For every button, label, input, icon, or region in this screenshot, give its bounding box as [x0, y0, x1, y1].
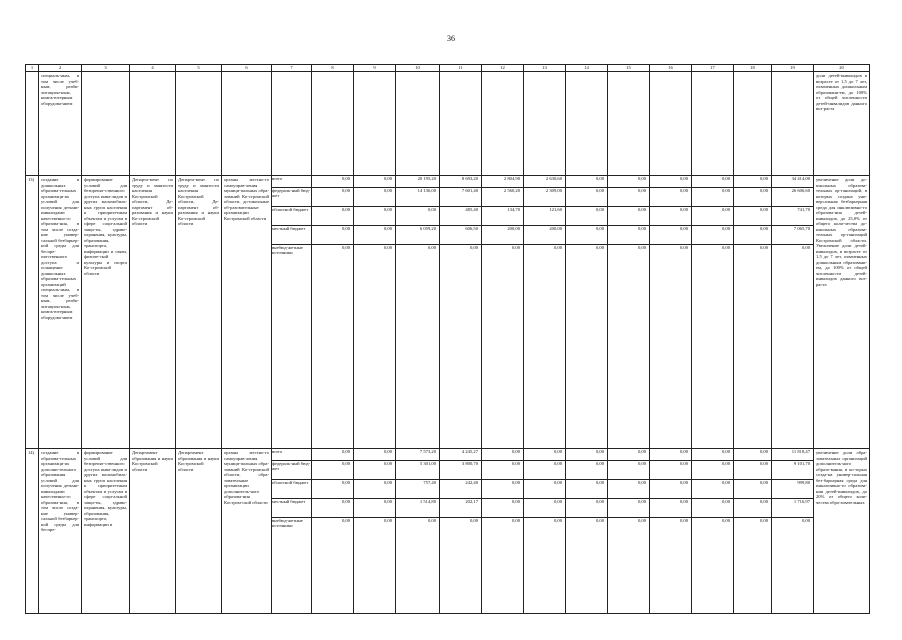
year-col: 20 195,20 14 136,00 0,00 6 059,20 0,00 [396, 176, 440, 449]
header-cell: 14 [566, 65, 608, 72]
year-col: 0,00 0,00 0,00 0,00 0,00 [608, 176, 650, 449]
year-col: 0,00 0,00 0,00 0,00 0,00 [650, 449, 692, 614]
header-cell: 8 [312, 65, 354, 72]
header-cell: 15 [608, 65, 650, 72]
table-row-14 [26, 449, 870, 614]
year-col: 0,00 0,00 0,00 0,00 0,00 [692, 449, 734, 614]
year-col: 2 630,60 2 309,00 121,60 200,00 0,00 [524, 176, 566, 449]
year-col: 0,00 0,00 0,00 0,00 0,00 [566, 449, 608, 614]
source-label: местный бюджет [272, 226, 311, 245]
header-cell: 17 [692, 65, 734, 72]
goal-text: формирование условий для безпрепят-ственного доступа инва-лидов и других маломобиль-ных групп населения к приоритетным объектам и услугам в сфере соци-альной защи-ты, здраво-охранения, культуры, образования, транспорта, информации и связи, физиче-ской культуры и спорта Ко-стромской области [82, 176, 130, 449]
source-label: всего [272, 176, 311, 188]
goal-text: формирование условий для безпрепят-ственного доступа инва-лидов и других маломобиль-ных групп населения к приоритетным объектам и услугам в сфере соци-альной защи-ты, здраво-охранения, культуры, образования, транспорта, информации и [82, 449, 130, 614]
header-cell: 9 [354, 65, 396, 72]
header-cell: 12 [482, 65, 524, 72]
row-number: 14) [26, 449, 39, 614]
total-col: 34 414,00 26 606,60 741,70 7 065,70 0,00 [772, 176, 814, 449]
header-cell: 19 [772, 65, 814, 72]
activity-text: создание в образова-тельных организаци-ях дополни-тельного образования условий для получения детьми-инвалидами качественно-го образова-ния, в том числе созда-ние универ-сальной безбарьер-ной среды для беспре- [39, 449, 82, 614]
co-executor: Департа-мент по труду и занятости населения Костромской области, Де-партамент об-разования и науки Ко-стромской области [176, 176, 222, 449]
year-col: 0,00 0,00 0,00 0,00 0,00 [482, 449, 524, 614]
header-cell: 18 [734, 65, 772, 72]
year-col: 0,00 0,00 0,00 0,00 0,00 [608, 449, 650, 614]
program-table [25, 64, 870, 614]
responsible-executor: Департа-мент по труду и занятости населения Костромской области, Де-партамент об-разования и науки Ко-стромской области [130, 176, 176, 449]
cont-result-text: доли детей-инвалидов в возрасте от 1,5 до 7 лет, охваченных дошкольным образовани-ем, до 100% от общей численности детей-инвалидов данного воз-раста [814, 72, 870, 176]
header-cell: 13 [524, 65, 566, 72]
header-cell: 10 [396, 65, 440, 72]
year-col: 7 573,20 5 301,00 757,40 1 514,80 0,00 [396, 449, 440, 614]
source-label: федераль-ный бюд-жет [272, 461, 311, 480]
source-label: областной бюджет [272, 207, 311, 226]
header-cell: 3 [82, 65, 130, 72]
cont-activity-text: специаль-ным, в том числе учеб-ным, реаби-литацион-ным, компь-ютерным оборудова-нием [39, 72, 82, 176]
year-col: 8 693,20 7 601,40 485,40 606,50 0,00 [440, 176, 482, 449]
header-cell: 11 [440, 65, 482, 72]
page-number: 36 [447, 34, 455, 43]
header-cell: 7 [272, 65, 312, 72]
source-label: областной бюджет [272, 480, 311, 499]
header-cell: 2 [39, 65, 82, 72]
header-row [26, 65, 870, 72]
source-label: местный бюджет [272, 499, 311, 518]
year-col: 0,00 0,00 0,00 0,00 0,00 [354, 449, 396, 614]
year-col: 0,00 0,00 0,00 0,00 0,00 [650, 176, 692, 449]
source-label: внебюд-жетные источники [272, 517, 303, 528]
header-cell: 1 [26, 65, 39, 72]
participants-text: органы местно-го самоуправ-ления муници-пальных обра-зований Ко-стромской области, обра-зовательные организации дополнитель-ного образова-ния Костром-ской области [222, 449, 272, 614]
total-col: 11 818,47 9 101,70 999,80 1 716,97 0,00 [772, 449, 814, 614]
header-cell: 5 [176, 65, 222, 72]
source-label: всего [272, 449, 311, 461]
year-col: 0,00 0,00 0,00 0,00 0,00 [524, 449, 566, 614]
year-col: 0,00 0,00 0,00 0,00 0,00 [312, 449, 354, 614]
funding-sources [272, 176, 312, 449]
year-col: 4 245,27 3 800,70 242,40 202,17 0,00 [440, 449, 482, 614]
header-cell: 6 [222, 65, 272, 72]
participants-text: органы местно-го самоуправ-ления муници-пальных обра-зований Ко-стромской области, до-школьные об-разовательные организации Костромской области [222, 176, 272, 449]
result-text: увеличение доли обра-зовательных организаций дополнитель-ного образо-вания, в ко-торых созда-на универ-сальная без-барьерная среда для инклюзивно-го образова-ния детей-инвалидов, до 20% от общего коли-чества обра-зовательных [814, 449, 870, 614]
continuation-row [26, 72, 870, 176]
year-col: 0,00 0,00 0,00 0,00 0,00 [734, 449, 772, 614]
source-label: федераль-ный бюд-жет [272, 188, 311, 207]
year-col: 0,00 0,00 0,00 0,00 0,00 [692, 176, 734, 449]
year-col: 0,00 0,00 0,00 0,00 0,00 [312, 176, 354, 449]
year-col: 0,00 0,00 0,00 0,00 0,00 [354, 176, 396, 449]
header-cell: 20 [814, 65, 870, 72]
header-cell: 4 [130, 65, 176, 72]
activity-text: создание в дошкольных образова-тельных организаци-ях условий для получения детьми-инвалидами качественно-го образова-ния, в том числе созда-ние универ-сальной безбарьер-ной среды для беспре-пятственного доступа и оснащение дошкольных образова-тельных организаций специаль-ным, в том числе учеб-ным, реаби-литацион-ным, компь-ютерным оборудова-нием [39, 176, 82, 449]
table-row-13 [26, 176, 870, 449]
responsible-executor: Департамент образования и науки Костромской области [130, 449, 176, 614]
year-col: 0,00 0,00 0,00 0,00 0,00 [734, 176, 772, 449]
result-text: увеличение доли до-школьных образова-тельных ор-ганизаций, в которых создана уни-версальная безбарьерная среда для инклюзивно-го образова-ния детей-инвалидов, до 25,0% от общего коли-чества до-школьных образова-тельных ор-ганизаций Костромской области. Увеличение доли детей-инвалидов, в возрасте от 1,5 до 7 лет, охваченных дошкольным образовани-ем, до 100% от общей численности детей-инвалидов данного воз-раста [814, 176, 870, 449]
row-number: 13) [26, 176, 39, 449]
header-cell: 16 [650, 65, 692, 72]
year-col: 0,00 0,00 0,00 0,00 0,00 [566, 176, 608, 449]
co-executor: Департамент образования и науки Костромской области [176, 449, 222, 614]
year-col: 2 804,90 2 560,20 134,70 200,00 0,00 [482, 176, 524, 449]
funding-sources [272, 449, 312, 614]
source-label: внебюд-жетные источники [272, 244, 303, 255]
